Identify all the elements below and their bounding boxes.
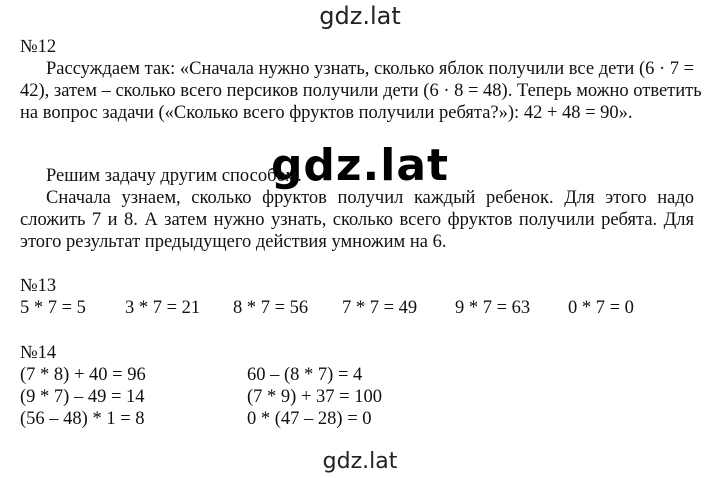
task-12-alt-line-1: Сначала узнаем, сколько фруктов получил каждый ребенок. Для этого надо bbox=[46, 188, 694, 208]
task-14-right-item: 60 – (8 * 7) = 4 bbox=[247, 365, 363, 385]
task-14-left-item: (56 – 48) * 1 = 8 bbox=[20, 409, 145, 429]
task-14-number: №14 bbox=[20, 343, 57, 363]
task-12-alt-heading: Решим задачу другим способом. bbox=[46, 166, 302, 186]
task-13-number: №13 bbox=[20, 276, 57, 296]
task-13-item: 7 * 7 = 49 bbox=[342, 298, 418, 318]
task-14-right-item: (7 * 9) + 37 = 100 bbox=[247, 387, 382, 407]
watermark-bottom: gdz.lat bbox=[322, 449, 398, 474]
task-13-item: 8 * 7 = 56 bbox=[233, 298, 309, 318]
watermark-top: gdz.lat bbox=[319, 2, 401, 30]
task-14-left-item: (7 * 8) + 40 = 96 bbox=[20, 365, 146, 385]
task-12-line-2: 42), затем – сколько всего персиков получили дети (6 · 8 = 48). Теперь можно ответить bbox=[20, 81, 702, 101]
watermark-middle: gdz.lat bbox=[270, 140, 450, 191]
task-12-line-3: на вопрос задачи («Сколько всего фруктов получили ребята?»): 42 + 48 = 90». bbox=[20, 103, 633, 123]
task-13-item: 3 * 7 = 21 bbox=[125, 298, 201, 318]
task-12-line-1: Рассуждаем так: «Сначала нужно узнать, сколько яблок получили все дети (6 · 7 = bbox=[46, 59, 695, 79]
task-12-alt-line-2: сложить 7 и 8. А затем нужно узнать, сколько всего фруктов получили ребята. Для bbox=[20, 210, 694, 230]
task-12-alt-line-3: этого результат предыдущего действия умножим на 6. bbox=[20, 232, 447, 252]
task-12-number: №12 bbox=[20, 37, 57, 57]
task-13-item: 0 * 7 = 0 bbox=[568, 298, 634, 318]
task-13-item: 5 * 7 = 5 bbox=[20, 298, 86, 318]
task-14-right-item: 0 * (47 – 28) = 0 bbox=[247, 409, 372, 429]
task-13-item: 9 * 7 = 63 bbox=[455, 298, 531, 318]
task-14-left-item: (9 * 7) – 49 = 14 bbox=[20, 387, 145, 407]
